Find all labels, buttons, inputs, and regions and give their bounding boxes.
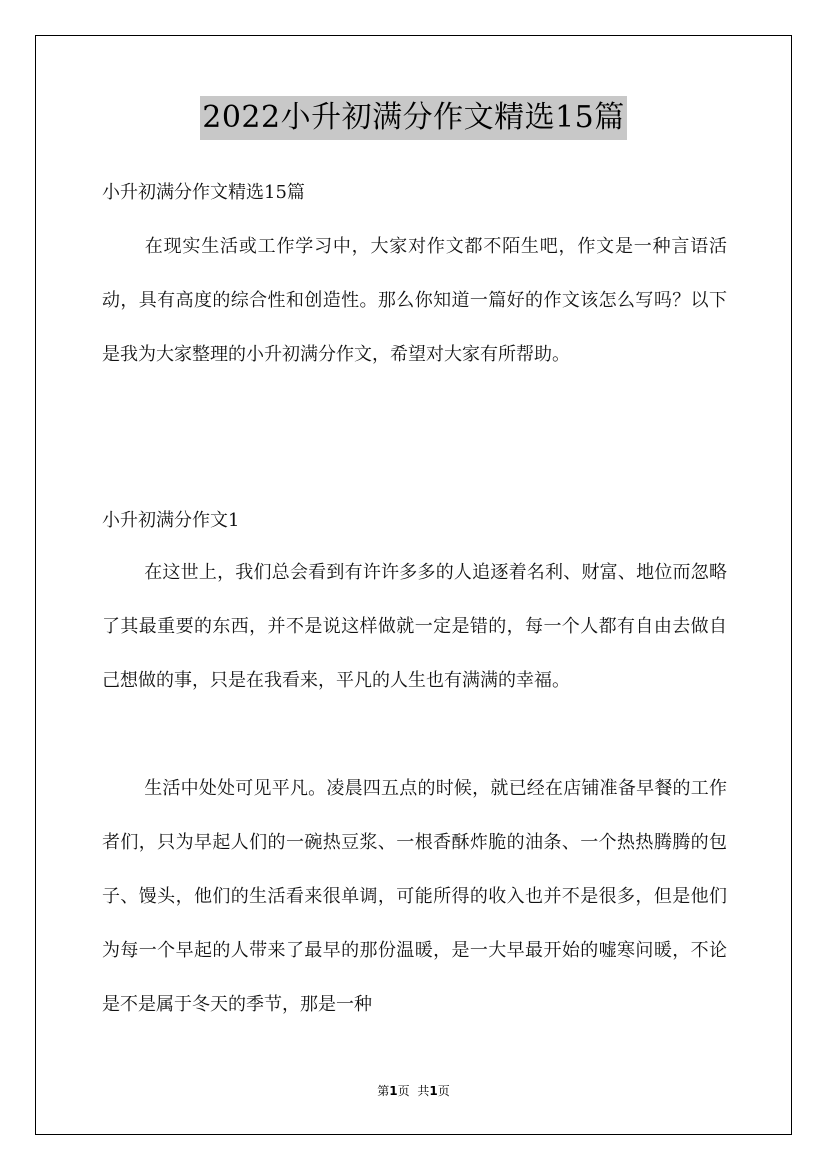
- footer-page-prefix: 第: [377, 1084, 390, 1098]
- paragraph-1: [102, 546, 727, 708]
- intro-paragraph-text: 在现实生活或工作学习中，大家对作文都不陌生吧，作文是一种言语活动，具有高度的综合性和创造性。那么你知道一篇好的作文该怎么写吗？以下是我为大家整理的小升初满分作文，希望对大家有所帮助。: [102, 236, 727, 365]
- paragraph-2-text: 生活中处处可见平凡。凌晨四五点的时候，就已经在店铺准备早餐的工作者们，只为早起人们的一碗热豆浆、一根香酥炸脆的油条、一个热热腾腾的包子、馒头，他们的生活看来很单调，可能所得的收入也并不是很多，但是他们为每一个早起的人带来了最早的那份温暖，是一大早最开始的嘘寒问暖，不论是不是属于冬天的季节，那是一种: [102, 778, 727, 1015]
- intro-paragraph: [102, 220, 727, 382]
- page-footer: [0, 1082, 827, 1099]
- title-container: [0, 96, 827, 140]
- paragraph-2: [102, 762, 727, 1032]
- document-subtitle: 小升初满分作文精选15篇: [102, 182, 305, 203]
- footer-page-suffix: 页: [397, 1084, 410, 1098]
- footer-total-suffix: 页: [437, 1084, 450, 1098]
- section-heading: 小升初满分作文1: [102, 510, 240, 531]
- footer-total-pages: 1: [429, 1084, 438, 1098]
- paragraph-1-text: 在这世上，我们总会看到有许许多多的人追逐着名利、财富、地位而忽略了其最重要的东西，并不是说这样做就一定是错的，每一个人都有自由去做自己想做的事，只是在我看来，平凡的人生也有满满的幸福。: [102, 562, 727, 691]
- document-title: 2022小升初满分作文精选15篇: [200, 96, 627, 140]
- footer-total-prefix: 共: [417, 1084, 430, 1098]
- footer-page-number: 1: [389, 1084, 398, 1098]
